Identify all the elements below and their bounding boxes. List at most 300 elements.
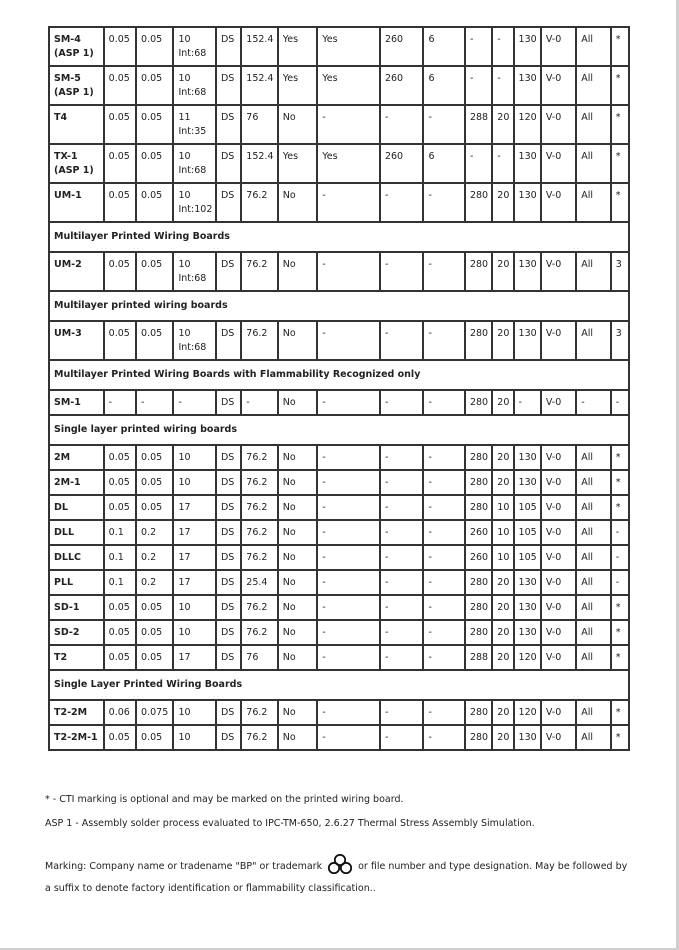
table-cell: 76.2 xyxy=(241,470,277,495)
cti-footnote: * - CTI marking is optional and may be marked on the printed wiring board. xyxy=(45,794,404,805)
table-cell: 20 xyxy=(492,700,513,725)
table-cell: DS xyxy=(216,595,241,620)
table-cell: 130 xyxy=(514,321,541,360)
table-cell: DS xyxy=(216,520,241,545)
table-cell: 0.05 xyxy=(136,321,173,360)
table-cell: All xyxy=(576,445,610,470)
table-cell: 0.05 xyxy=(136,445,173,470)
table-cell: 130 xyxy=(514,595,541,620)
table-cell: 260 xyxy=(465,520,492,545)
table-cell: DS xyxy=(216,570,241,595)
table-cell: - xyxy=(317,700,380,725)
table-cell: 3 xyxy=(611,321,629,360)
table-cell: 76.2 xyxy=(241,595,277,620)
table-cell: 280 xyxy=(465,700,492,725)
table-cell: DS xyxy=(216,252,241,291)
table-cell: - xyxy=(380,645,424,670)
table-cell: 120 xyxy=(514,105,541,144)
table-cell: All xyxy=(576,620,610,645)
table-cell: 6 xyxy=(423,27,465,66)
table-cell: 76.2 xyxy=(241,321,277,360)
table-cell: - xyxy=(423,321,465,360)
table-row xyxy=(49,105,629,144)
table-cell: 260 xyxy=(380,27,424,66)
table-cell: - xyxy=(423,470,465,495)
table-cell: - xyxy=(423,520,465,545)
table-cell: Yes xyxy=(278,144,317,183)
table-cell: 130 xyxy=(514,27,541,66)
table-cell: - xyxy=(423,495,465,520)
grade-cell: TX-1 (ASP 1) xyxy=(49,144,104,183)
table-row xyxy=(49,390,629,415)
table-row xyxy=(49,645,629,670)
table-cell: DS xyxy=(216,725,241,750)
table-cell: V-0 xyxy=(541,725,576,750)
table-cell: 0.05 xyxy=(136,105,173,144)
table-cell: - xyxy=(423,620,465,645)
table-cell: 0.2 xyxy=(136,520,173,545)
table-cell: 130 xyxy=(514,570,541,595)
table-cell: 10 xyxy=(173,595,216,620)
table-cell: All xyxy=(576,183,610,222)
table-cell: 0.1 xyxy=(104,545,136,570)
table-cell: All xyxy=(576,495,610,520)
table-cell: - xyxy=(380,470,424,495)
table-cell: 130 xyxy=(514,620,541,645)
table-cell: - xyxy=(317,595,380,620)
table-cell: - xyxy=(611,390,629,415)
table-cell: V-0 xyxy=(541,144,576,183)
table-cell: DS xyxy=(216,321,241,360)
table-cell: 130 xyxy=(514,66,541,105)
table-cell: 76 xyxy=(241,105,277,144)
table-cell: All xyxy=(576,470,610,495)
table-cell: 20 xyxy=(492,645,513,670)
table-cell: 20 xyxy=(492,252,513,291)
table-cell: 130 xyxy=(514,144,541,183)
table-cell: 20 xyxy=(492,620,513,645)
table-cell: - xyxy=(465,66,492,105)
table-cell: 76.2 xyxy=(241,700,277,725)
table-cell: 260 xyxy=(380,66,424,105)
table-cell: 0.05 xyxy=(104,620,136,645)
grade-cell: 2M xyxy=(49,445,104,470)
table-cell: 10 xyxy=(173,700,216,725)
table-row xyxy=(49,495,629,520)
grade-cell: T4 xyxy=(49,105,104,144)
table-cell: 6 xyxy=(423,66,465,105)
table-cell: 0.05 xyxy=(104,495,136,520)
table-cell: 105 xyxy=(514,495,541,520)
table-cell: - xyxy=(576,390,610,415)
table-cell: - xyxy=(423,105,465,144)
table-cell: - xyxy=(380,105,424,144)
table-cell: - xyxy=(317,183,380,222)
table-cell: - xyxy=(423,390,465,415)
table-cell: * xyxy=(611,645,629,670)
table-cell: No xyxy=(278,183,317,222)
table-cell: 280 xyxy=(465,620,492,645)
grade-cell: UM-1 xyxy=(49,183,104,222)
table-cell: 0.05 xyxy=(104,645,136,670)
table-cell: V-0 xyxy=(541,445,576,470)
table-cell: - xyxy=(317,570,380,595)
table-cell: - xyxy=(317,620,380,645)
table-cell: 0.1 xyxy=(104,570,136,595)
table-cell: DS xyxy=(216,105,241,144)
table-cell: 0.05 xyxy=(136,144,173,183)
section-header-row xyxy=(49,222,629,252)
table-cell: 0.05 xyxy=(136,620,173,645)
table-cell: 0.2 xyxy=(136,570,173,595)
table-cell: All xyxy=(576,545,610,570)
table-cell: All xyxy=(576,252,610,291)
table-cell: - xyxy=(514,390,541,415)
table-cell: - xyxy=(380,445,424,470)
table-cell: 0.05 xyxy=(136,645,173,670)
table-cell: 0.05 xyxy=(136,725,173,750)
table-cell: Yes xyxy=(317,144,380,183)
section-header-row xyxy=(49,415,629,445)
table-cell: 20 xyxy=(492,470,513,495)
table-row xyxy=(49,520,629,545)
table-cell: - xyxy=(423,725,465,750)
table-cell: - xyxy=(380,700,424,725)
table-cell: DS xyxy=(216,66,241,105)
table-cell: - xyxy=(423,700,465,725)
table-cell: * xyxy=(611,620,629,645)
table-cell: 0.05 xyxy=(136,470,173,495)
grade-cell: UM-3 xyxy=(49,321,104,360)
table-cell: 120 xyxy=(514,700,541,725)
table-cell: 0.05 xyxy=(104,252,136,291)
table-cell: 17 xyxy=(173,495,216,520)
table-cell: All xyxy=(576,700,610,725)
table-cell: 280 xyxy=(465,445,492,470)
table-cell: - xyxy=(611,570,629,595)
table-row xyxy=(49,700,629,725)
table-cell: 0.05 xyxy=(104,445,136,470)
table-cell: * xyxy=(611,445,629,470)
table-cell: No xyxy=(278,520,317,545)
materials-table xyxy=(48,26,630,751)
table-cell: 10 Int:68 xyxy=(173,144,216,183)
table-cell: 0.2 xyxy=(136,545,173,570)
table-cell: V-0 xyxy=(541,645,576,670)
table-row xyxy=(49,570,629,595)
table-cell: All xyxy=(576,645,610,670)
table-cell: - xyxy=(423,570,465,595)
table-cell: 20 xyxy=(492,321,513,360)
table-row xyxy=(49,321,629,360)
table-cell: 10 xyxy=(492,495,513,520)
table-cell: - xyxy=(380,570,424,595)
table-cell: - xyxy=(380,620,424,645)
table-cell: V-0 xyxy=(541,620,576,645)
table-cell: 20 xyxy=(492,595,513,620)
table-cell: 10 xyxy=(173,725,216,750)
table-cell: DS xyxy=(216,183,241,222)
table-cell: * xyxy=(611,700,629,725)
table-cell: 76.2 xyxy=(241,725,277,750)
table-cell: 280 xyxy=(465,252,492,291)
section-title: Multilayer Printed Wiring Boards with Flammability Recognized only xyxy=(49,360,629,390)
section-title: Multilayer Printed Wiring Boards xyxy=(49,222,629,252)
table-cell: - xyxy=(423,183,465,222)
table-row xyxy=(49,620,629,645)
asp-footnote: ASP 1 - Assembly solder process evaluated to IPC-TM-650, 2.6.27 Thermal Stress Assembly Simulation. xyxy=(45,818,535,829)
table-cell: 280 xyxy=(465,595,492,620)
table-cell: DS xyxy=(216,545,241,570)
table-cell: Yes xyxy=(278,66,317,105)
marking-text-after: or file number and type designation. May be followed by a suffix to denote factory identification or flammability classification.. xyxy=(45,861,628,894)
table-cell: - xyxy=(380,725,424,750)
table-cell: - xyxy=(317,390,380,415)
table-cell: 3 xyxy=(611,252,629,291)
table-cell: * xyxy=(611,470,629,495)
grade-cell: T2-2M-1 xyxy=(49,725,104,750)
section-header-row xyxy=(49,360,629,390)
marking-note xyxy=(45,856,635,900)
table-row xyxy=(49,595,629,620)
table-cell: - xyxy=(492,144,513,183)
grade-cell: T2-2M xyxy=(49,700,104,725)
section-header-row xyxy=(49,670,629,700)
table-cell: 0.05 xyxy=(104,595,136,620)
grade-cell: 2M-1 xyxy=(49,470,104,495)
table-cell: 0.05 xyxy=(136,595,173,620)
table-cell: 17 xyxy=(173,645,216,670)
table-cell: DS xyxy=(216,645,241,670)
table-cell: V-0 xyxy=(541,595,576,620)
table-row xyxy=(49,725,629,750)
table-cell: 152.4 xyxy=(241,144,277,183)
table-cell: DS xyxy=(216,495,241,520)
table-cell: 17 xyxy=(173,570,216,595)
table-cell: 17 xyxy=(173,520,216,545)
table-cell: 105 xyxy=(514,545,541,570)
table-row xyxy=(49,27,629,66)
table-cell: 76.2 xyxy=(241,520,277,545)
table-cell: 0.05 xyxy=(104,105,136,144)
table-cell: 0.05 xyxy=(104,144,136,183)
table-cell: 25.4 xyxy=(241,570,277,595)
table-cell: - xyxy=(380,545,424,570)
trademark-logo-icon xyxy=(326,854,354,874)
table-cell: V-0 xyxy=(541,105,576,144)
table-row xyxy=(49,252,629,291)
table-cell: - xyxy=(492,66,513,105)
grade-cell: DLLC xyxy=(49,545,104,570)
table-cell: - xyxy=(317,545,380,570)
table-cell: 130 xyxy=(514,183,541,222)
table-cell: - xyxy=(380,595,424,620)
table-cell: 280 xyxy=(465,470,492,495)
table-cell: DS xyxy=(216,144,241,183)
table-cell: No xyxy=(278,321,317,360)
table-cell: - xyxy=(611,520,629,545)
table-cell: - xyxy=(380,495,424,520)
table-cell: 17 xyxy=(173,545,216,570)
table-cell: V-0 xyxy=(541,700,576,725)
table-cell: 6 xyxy=(423,144,465,183)
table-cell: 0.05 xyxy=(136,495,173,520)
grade-cell: DL xyxy=(49,495,104,520)
table-cell: * xyxy=(611,105,629,144)
table-cell: * xyxy=(611,27,629,66)
table-cell: V-0 xyxy=(541,545,576,570)
table-cell: 20 xyxy=(492,105,513,144)
grade-cell: SM-1 xyxy=(49,390,104,415)
table-cell: V-0 xyxy=(541,495,576,520)
table-cell: 0.075 xyxy=(136,700,173,725)
section-title: Single Layer Printed Wiring Boards xyxy=(49,670,629,700)
table-cell: 76.2 xyxy=(241,445,277,470)
table-cell: 10 Int:68 xyxy=(173,252,216,291)
table-cell: * xyxy=(611,595,629,620)
table-cell: 0.05 xyxy=(104,321,136,360)
table-cell: 76.2 xyxy=(241,252,277,291)
table-cell: 10 xyxy=(492,520,513,545)
section-title: Multilayer printed wiring boards xyxy=(49,291,629,321)
table-cell: * xyxy=(611,183,629,222)
table-cell: DS xyxy=(216,390,241,415)
table-cell: No xyxy=(278,252,317,291)
table-cell: 120 xyxy=(514,645,541,670)
table-cell: 130 xyxy=(514,725,541,750)
table-cell: V-0 xyxy=(541,321,576,360)
table-cell: 20 xyxy=(492,725,513,750)
section-title: Single layer printed wiring boards xyxy=(49,415,629,445)
table-cell: 20 xyxy=(492,570,513,595)
table-cell: 0.05 xyxy=(104,27,136,66)
table-row xyxy=(49,470,629,495)
table-cell: 280 xyxy=(465,725,492,750)
table-cell: - xyxy=(611,545,629,570)
table-row xyxy=(49,445,629,470)
table-cell: - xyxy=(423,545,465,570)
table-cell: 280 xyxy=(465,390,492,415)
table-cell: V-0 xyxy=(541,390,576,415)
table-cell: Yes xyxy=(317,27,380,66)
table-cell: 152.4 xyxy=(241,27,277,66)
table-cell: - xyxy=(104,390,136,415)
table-cell: 0.05 xyxy=(136,66,173,105)
table-cell: - xyxy=(423,645,465,670)
table-cell: 0.1 xyxy=(104,520,136,545)
table-body xyxy=(49,27,629,750)
table-cell: - xyxy=(465,144,492,183)
marking-text-before: Marking: Company name or tradename "BP" or trademark xyxy=(45,861,323,872)
table-cell: Yes xyxy=(278,27,317,66)
table-cell: - xyxy=(380,183,424,222)
table-cell: All xyxy=(576,144,610,183)
grade-cell: SD-1 xyxy=(49,595,104,620)
table-cell: DS xyxy=(216,470,241,495)
table-cell: * xyxy=(611,725,629,750)
table-cell: 20 xyxy=(492,183,513,222)
table-cell: - xyxy=(317,445,380,470)
table-cell: - xyxy=(241,390,277,415)
table-cell: - xyxy=(136,390,173,415)
table-cell: 130 xyxy=(514,470,541,495)
grade-cell: T2 xyxy=(49,645,104,670)
table-cell: * xyxy=(611,66,629,105)
table-cell: V-0 xyxy=(541,27,576,66)
table-cell: - xyxy=(173,390,216,415)
table-row xyxy=(49,144,629,183)
table-cell: - xyxy=(317,470,380,495)
table-cell: No xyxy=(278,495,317,520)
table-cell: - xyxy=(423,595,465,620)
table-cell: 288 xyxy=(465,645,492,670)
table-cell: 0.05 xyxy=(104,183,136,222)
table-cell: V-0 xyxy=(541,470,576,495)
table-row xyxy=(49,183,629,222)
table-cell: 288 xyxy=(465,105,492,144)
table-cell: DS xyxy=(216,27,241,66)
table-cell: 280 xyxy=(465,570,492,595)
table-cell: 76.2 xyxy=(241,495,277,520)
table-cell: No xyxy=(278,570,317,595)
table-cell: All xyxy=(576,570,610,595)
table-cell: 280 xyxy=(465,321,492,360)
table-cell: No xyxy=(278,725,317,750)
table-cell: All xyxy=(576,725,610,750)
table-cell: V-0 xyxy=(541,570,576,595)
table-cell: 280 xyxy=(465,495,492,520)
table-cell: 260 xyxy=(380,144,424,183)
table-row xyxy=(49,545,629,570)
table-cell: 76 xyxy=(241,645,277,670)
table-cell: 152.4 xyxy=(241,66,277,105)
table-cell: * xyxy=(611,495,629,520)
table-cell: All xyxy=(576,595,610,620)
grade-cell: UM-2 xyxy=(49,252,104,291)
table-cell: * xyxy=(611,144,629,183)
table-cell: No xyxy=(278,445,317,470)
table-cell: V-0 xyxy=(541,183,576,222)
table-cell: 10 Int:102 xyxy=(173,183,216,222)
section-header-row xyxy=(49,291,629,321)
table-cell: - xyxy=(317,725,380,750)
table-cell: 0.06 xyxy=(104,700,136,725)
table-cell: 280 xyxy=(465,183,492,222)
table-cell: No xyxy=(278,620,317,645)
table-cell: 76.2 xyxy=(241,620,277,645)
table-cell: - xyxy=(423,252,465,291)
table-cell: 10 xyxy=(492,545,513,570)
table-cell: 10 Int:68 xyxy=(173,27,216,66)
table-cell: V-0 xyxy=(541,66,576,105)
table-cell: - xyxy=(380,321,424,360)
table-cell: 105 xyxy=(514,520,541,545)
table-cell: - xyxy=(317,321,380,360)
table-cell: All xyxy=(576,66,610,105)
table-cell: 10 Int:68 xyxy=(173,66,216,105)
table-cell: DS xyxy=(216,445,241,470)
table-cell: - xyxy=(380,252,424,291)
grade-cell: SD-2 xyxy=(49,620,104,645)
table-cell: Yes xyxy=(317,66,380,105)
table-cell: - xyxy=(317,105,380,144)
table-cell: DS xyxy=(216,700,241,725)
table-cell: No xyxy=(278,645,317,670)
table-cell: 260 xyxy=(465,545,492,570)
table-cell: No xyxy=(278,470,317,495)
table-cell: - xyxy=(317,495,380,520)
table-row xyxy=(49,66,629,105)
